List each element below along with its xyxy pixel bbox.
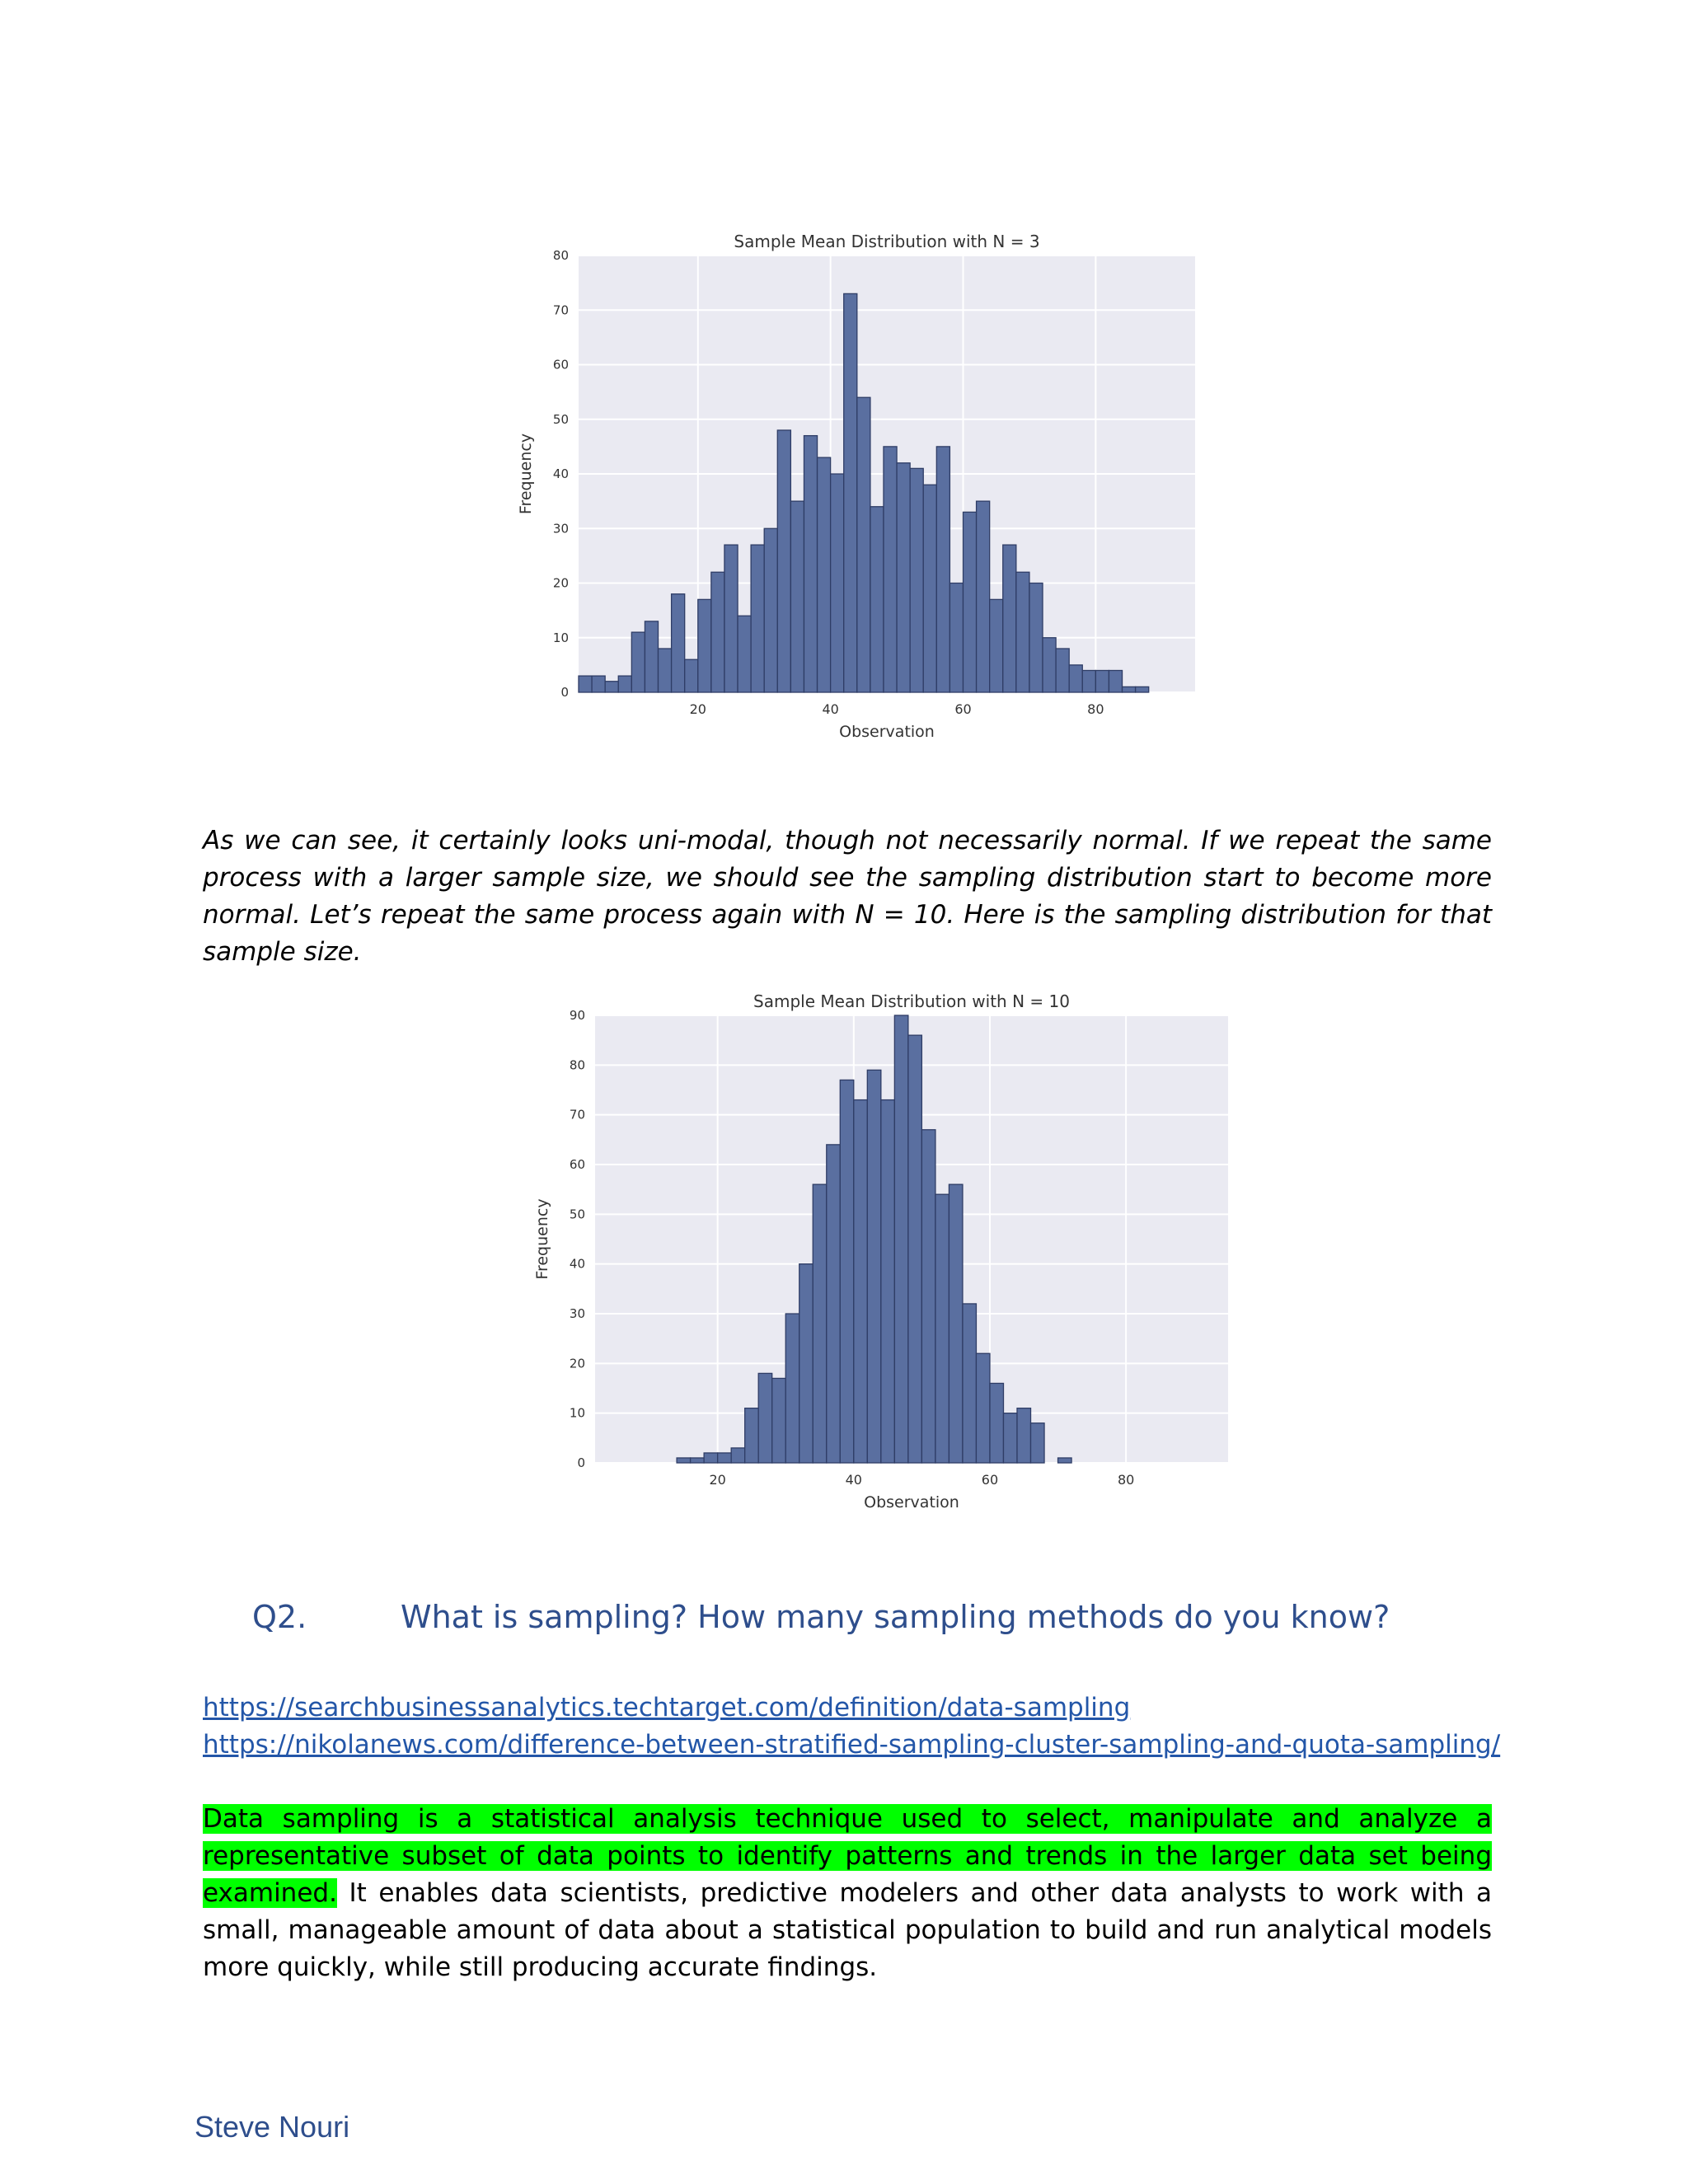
link-nikolanews[interactable]: https://nikolanews.com/difference-between-stratified-sampling-cluster-sampling-and-quota-sampling/: [203, 1730, 1501, 1760]
n10-bar: [963, 1304, 977, 1463]
n10-bar: [840, 1080, 854, 1463]
n3-xtick-label: 20: [689, 701, 706, 717]
n10-bar: [731, 1448, 745, 1463]
link-techtarget[interactable]: https://searchbusinessanalytics.techtarget.com/definition/data-sampling: [203, 1693, 1131, 1722]
n10-title: Sample Mean Distribution with N = 10: [753, 991, 1070, 1011]
n10-bar: [677, 1458, 691, 1463]
n3-bar: [738, 616, 751, 692]
n10-bar: [758, 1373, 772, 1463]
n10-ylabel: Frequency: [533, 1198, 551, 1280]
n10-bar: [772, 1378, 786, 1463]
question-text: What is sampling? How many sampling methods do you know?: [401, 1599, 1390, 1635]
n3-xtick-label: 80: [1087, 701, 1104, 717]
n10-xtick-label: 60: [981, 1472, 999, 1488]
n3-bar: [1095, 671, 1109, 693]
n10-ytick-label: 60: [569, 1157, 585, 1172]
n3-ytick-label: 60: [552, 357, 569, 373]
n3-bar: [711, 572, 724, 692]
n3-bar: [804, 436, 817, 692]
question-heading: [252, 1599, 1390, 1635]
n3-xtick-label: 60: [954, 701, 972, 717]
n10-bar: [1003, 1413, 1017, 1463]
n3-bar: [884, 447, 897, 692]
n3-bar: [685, 659, 698, 692]
n10-bar: [718, 1453, 732, 1463]
n3-title: Sample Mean Distribution with N = 3: [734, 232, 1040, 251]
histogram-n3: [511, 223, 1203, 750]
n10-bar: [949, 1184, 963, 1463]
n3-xlabel: Observation: [839, 723, 935, 741]
n3-ytick-label: 50: [552, 411, 569, 427]
n10-bar: [935, 1194, 950, 1463]
paragraph-data-sampling-definition: [203, 1801, 1492, 1986]
highlighted-definition: Data sampling is a statistical analysis technique used to select, manipulate and analyze a representative subset of data points to identify patterns and trends in the larger data set being examined.: [203, 1804, 1492, 1908]
histogram-n10-svg: [528, 981, 1236, 1516]
n3-bar: [950, 583, 963, 693]
n3-ytick-label: 0: [560, 685, 569, 700]
n3-bar: [724, 545, 738, 692]
n10-ytick-label: 0: [577, 1455, 585, 1470]
n3-bar: [1109, 671, 1122, 693]
n3-bar: [831, 474, 844, 692]
n3-ytick-label: 20: [552, 575, 569, 591]
n3-bar: [897, 463, 910, 692]
n3-bar: [1056, 649, 1069, 692]
n3-bar: [618, 676, 631, 692]
n10-ytick-label: 40: [569, 1256, 585, 1272]
definition-continuation: It enables data scientists, predictive modelers and other data analysts to work with a small, manageable amount of data about a statistical population to build and run analytical models more quickly, while still producing accurate findings.: [203, 1878, 1492, 1982]
histogram-n10: [528, 981, 1236, 1516]
n3-bar: [857, 397, 870, 692]
n3-bar: [1016, 572, 1029, 692]
n3-bar: [936, 447, 950, 692]
n3-bar: [963, 512, 976, 692]
n10-bar: [894, 1015, 908, 1463]
n10-bar: [785, 1314, 799, 1463]
n10-ytick-label: 20: [569, 1356, 585, 1371]
n10-xlabel: Observation: [864, 1493, 959, 1511]
paragraph-sampling-distribution: As we can see, it certainly looks uni-modal, though not necessarily normal. If we repeat the same process with a larger sample size, we should see the sampling distribution start to become more normal. Let’s repeat the same process again with N = 10. Here is the sampling distribution for that sample size.: [203, 826, 1492, 967]
n3-bar: [672, 594, 685, 692]
n3-bar: [977, 501, 990, 692]
n3-ytick-label: 80: [552, 248, 569, 263]
n10-ytick-label: 10: [569, 1405, 585, 1421]
n3-bar: [1136, 687, 1149, 692]
n10-bar: [813, 1184, 827, 1463]
reference-links: [203, 1690, 1500, 1764]
n10-bar: [990, 1383, 1004, 1463]
footer-author: Steve Nouri: [195, 2110, 350, 2144]
n3-ylabel: Frequency: [517, 433, 535, 515]
n10-ytick-label: 80: [569, 1057, 585, 1073]
n3-bar: [1043, 638, 1056, 692]
n10-bar: [799, 1264, 814, 1463]
n10-bar: [1031, 1423, 1045, 1463]
question-number: Q2.: [252, 1599, 307, 1635]
n3-bar: [592, 676, 605, 692]
n10-bar: [1017, 1408, 1031, 1463]
n3-bar: [923, 485, 936, 692]
n10-ytick-label: 50: [569, 1207, 585, 1222]
n3-bar: [1069, 665, 1082, 692]
n10-xtick-label: 80: [1117, 1472, 1135, 1488]
n10-bar: [1058, 1458, 1072, 1463]
n10-bar: [827, 1145, 841, 1463]
n10-ytick-label: 30: [569, 1306, 585, 1321]
n3-bar: [764, 528, 777, 692]
n10-ytick-label: 70: [569, 1107, 585, 1122]
n3-bar: [605, 682, 618, 692]
histogram-n3-svg: [511, 223, 1203, 750]
n10-bar: [867, 1070, 881, 1463]
n3-bar: [659, 649, 672, 692]
n3-bar: [1029, 583, 1043, 693]
n3-bar: [1082, 671, 1095, 693]
n3-bar: [645, 621, 658, 692]
n3-bar: [844, 293, 857, 692]
n3-bar: [870, 507, 884, 692]
n3-bar: [777, 430, 790, 692]
n3-bar: [818, 457, 831, 692]
n3-bar: [990, 599, 1003, 692]
n3-ytick-label: 10: [552, 630, 569, 645]
n10-bar: [691, 1458, 705, 1463]
n10-bar: [881, 1100, 895, 1463]
n10-bar: [704, 1453, 718, 1463]
n10-bar: [921, 1130, 935, 1463]
n10-ytick-label: 90: [569, 1008, 585, 1023]
n3-bar: [790, 501, 804, 692]
n3-bar: [910, 468, 923, 692]
n3-bar: [1003, 545, 1016, 692]
n10-bar: [745, 1408, 759, 1463]
n3-bar: [579, 676, 592, 692]
n3-xtick-label: 40: [822, 701, 839, 717]
n3-ytick-label: 40: [552, 466, 569, 481]
n3-ytick-label: 30: [552, 521, 569, 537]
n3-bar: [1123, 687, 1136, 692]
n10-xtick-label: 20: [709, 1472, 726, 1488]
n3-bar: [751, 545, 764, 692]
n10-xtick-label: 40: [845, 1472, 862, 1488]
n10-bar: [908, 1035, 922, 1463]
n10-bar: [854, 1100, 868, 1463]
n3-bar: [631, 632, 645, 692]
n3-ytick-label: 70: [552, 302, 569, 318]
n3-bar: [698, 599, 711, 692]
n10-bar: [976, 1353, 990, 1463]
